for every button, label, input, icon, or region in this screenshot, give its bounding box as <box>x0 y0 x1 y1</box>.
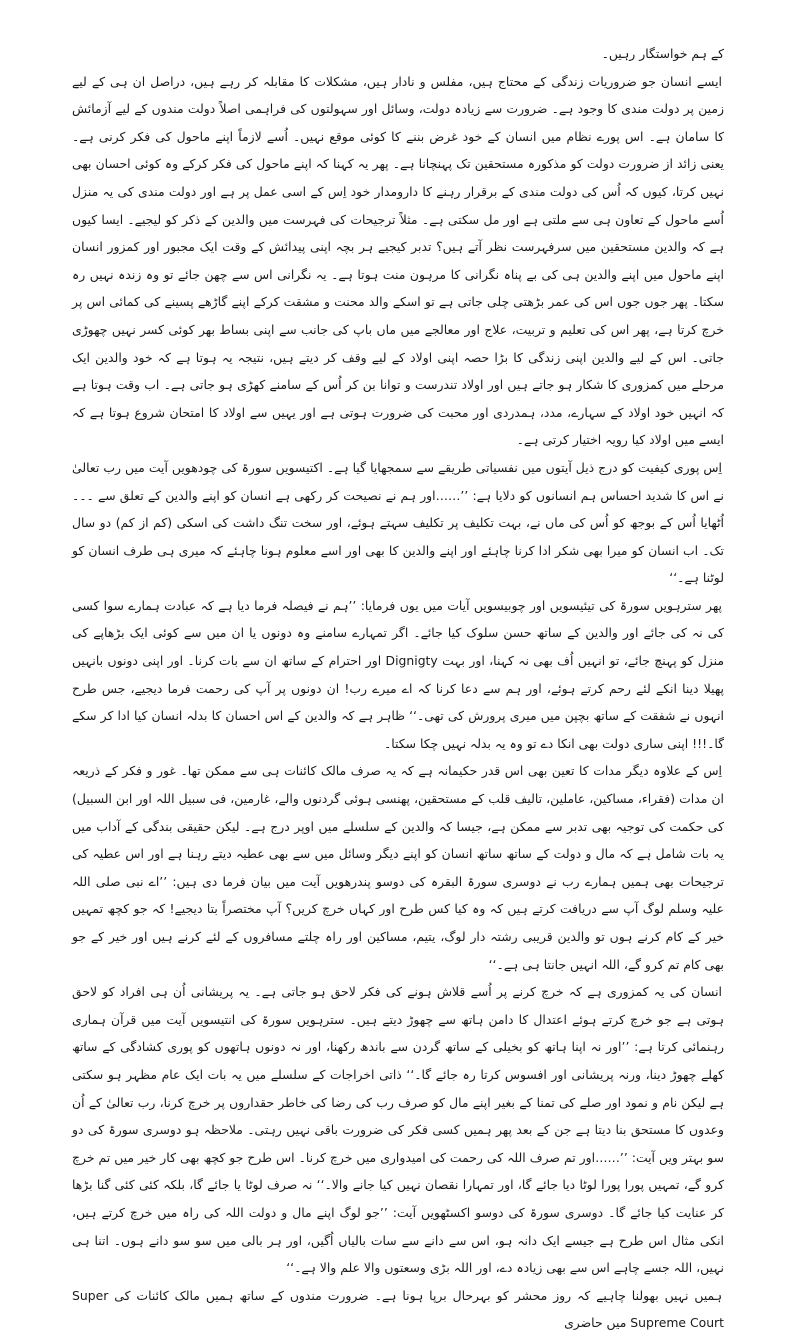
paragraph-other-categories: اِس کے علاوہ دیگر مدات کا تعین بھی اس قدر حکیمانہ ہے کہ یہ صرف مالک کائنات ہی سے ممکن تھا۔ غور و فکر کے ذریعہ ان مدات (فقراء، مساکین، عاملین، تالیف قلب کے مستحقین، پھنسی ہوئی گردنوں والے، غارمین، فی سبیل اللہ اور ابن السبیل) کی حکمت کی توجیہ بھی تدبر سے ممکن ہے، جیسا کہ والدین کے سلسلے میں اوپر درج ہے۔ لیکن حقیقی بندگی کے آداب میں یہ بات شامل ہے کہ مال و دولت کے ساتھ ساتھ انسان کو اپنے دیگر وسائل میں سے بھی عطیہ دیتے رہنا ہے اور اس عطیہ کی ترجیحات بھی ہمیں ہمارے رب نے دوسری سورۃ البقرہ کی دوسو پندرھویں آیت میں بیان فرما دی ہیں: ’’اے نبی صلی اللہ علیہ وسلم لوگ آپ سے دریافت کرتے ہیں کہ وہ کیا کس طرح اور کہاں خرچ کریں؟ آپ مختصراً بتا دیجیے! کہ جو کچھ تمہیں خیر کے کام کرنے ہوں تو والدین قریبی رشتہ دار لوگ، یتیم، مساکین اور راہ چلتے مسافروں کے لئے کرنے ہیں اور خیر کے جو بھی کام تم کرو گے، اللہ انہیں جانتا ہی ہے۔‘‘ <box>72 763 724 972</box>
paragraph-continuation: کے ہم خواستگار رہیں۔ <box>601 46 724 61</box>
paragraph-moderation-spending: انسان کی یہ کمزوری ہے کہ خرچ کرنے پر اُسے قلاش ہونے کی فکر لاحق ہو جاتی ہے۔ یہ پریشانی اُن ہی افراد کو لاحق ہوتی ہے جو خرچ کرتے ہوئے اعتدال کا دامن ہاتھ سے چھوڑ دیتے ہیں۔ سترہویں سورۃ کی انتیسویں آیت میں قرآن ہماری رہنمائی کرتا ہے: ’’اور نہ اپنا ہاتھ کو بخیلی کے ساتھ گردن سے باندھ رکھنا، اور نہ دونوں ہاتھوں کو پوری کشادگی کے ساتھ کھلے چھوڑ دینا، ورنہ پریشانی اور افسوس کرتا رہ جائے گا۔‘‘ ذاتی اخراجات کے سلسلے میں یہ بات ایک عام مظہر ہو سکتی ہے لیکن نام و نمود اور صلے کی تمنا کے بغیر اپنے مال کو صرف رب کی رضا کی خاطر حقداروں پر خرچ کرنا، رب تعالیٰ کے اُن وعدوں کا مستحق بنا دیتا ہے جن کے بعد پھر ہمیں کسی فکر کی ضرورت باقی نہیں رہتی۔ ملاحظہ ہو دوسری سورۃ کی دو سو بہتر ویں آیت: ’’……اور تم صرف اللہ کی رحمت کی امیدواری میں خرچ کرنا۔ اس طرح جو کچھ بھی کار خیر میں تم خرچ کرو گے، تمہیں پورا پورا لوٹا دیا جائے گا، اور تمہارا نقصان نہیں کیا جانے والا۔‘‘ نہ صرف لوٹا یا جائے گا، بلکہ کئی کئی گنا بڑھا کر عنایت کیا جائے گا۔ دوسری سورۃ کی دوسو اکسٹھویں آیت: ’’جو لوگ اپنے مال و دولت اللہ کی راہ میں خرچ کرتے ہیں، انکی مثال اس طرح ہے جیسے ایک دانہ ہو، اس سے دانے سے سات بالیاں اُگیں، اور ہر بالی میں سو سو دانے ہوں۔ اتنا ہی نہیں، اللہ جسے چاہے اس سے بھی زیادہ دے، اور اللہ بڑی وسعتوں والا علم والا ہے۔‘‘ <box>72 984 724 1276</box>
paragraph-surah-isra-verses: پھر سترہویں سورۃ کی تیئیسویں اور چوبیسویں آیات میں یوں فرمایا: ’’ہم نے فیصلہ فرما دیا ہے کہ عبادت ہمارے سوا کسی کی نہ کی جائے اور والدین کے ساتھ حسن سلوک کیا جائے۔ اگر تمہارے سامنے وہ دونوں یا ان میں سے کوئی ایک بڑھاپے کی منزل کو پہنچ جائے، تو انہیں اُف بھی نہ کہنا، اور بہت Dignigty اور احترام کے ساتھ ان سے بات کرنا۔ اور اپنی دونوں بانہیں پھیلا دینا انکے لئے رحم کرتے ہوئے، اور ہم سے دعا کرنا کہ اے میرے رب! ان دونوں پر آپ کی رحمت فرما دیجیے، جس طرح انہوں نے شفقت کے ساتھ بچپن میں میری پرورش کی تھی۔‘‘ ظاہر ہے کہ والدین کے اس احسان کا بدلہ انسان کیا ادا کر سکے گا۔!!! اپنی ساری دولت بھی انکا دے تو وہ یہ بدلہ نہیں چکا سکتا۔ <box>72 597 724 751</box>
paragraph-surah-luqman-verse: اِس پوری کیفیت کو درج ذیل آیتوں میں نفسیاتی طریقے سے سمجھایا گیا ہے۔ اکتیسویں سورۃ کی چودھویں آیت میں رب تعالیٰ نے اس کا شدید احساس ہم انسانوں کو دلایا ہے: ’’……اور ہم نے نصیحت کر رکھی ہے انسان کو اپنے والدین کے تعلق سے ۔۔۔ اُٹھایا اُس کے بوجھ کو اُس کی ماں نے، بہت تکلیف پر تکلیف سہتے ہوئے، اور سخت تنگ داشت کی اسکی (کم از کم) دو سال تک۔ اب انسان کو میرا بھی شکر ادا کرنا چاہئے اور اپنے والدین کا بھی اور اسے معلوم ہونا چاہئے کہ میری ہی طرف انسان کو لوٹنا ہے۔‘‘ <box>72 459 724 586</box>
paragraph-needy-people: ایسے انسان جو ضروریات زندگی کے محتاج ہیں، مفلس و نادار ہیں، مشکلات کا مقابلہ کر رہے ہیں، دراصل ان ہی کے لیے زمین پر دولت مندی کا وجود ہے۔ ضرورت سے زیادہ دولت، وسائل اور سہولتوں کی فراہمی اصلاً دولت مندوں کے لیے آزمائش کا سامان ہے۔ اس پورے نظام میں انسان کے خود غرض بننے کا کوئی موقع نہیں۔ اُسے لازماً اپنے ماحول کی فکر کرنی ہے۔ یعنی زائد از ضرورت دولت کو مذکورہ مستحقین تک پہنچانا ہے۔ پھر یہ کہنا کہ اپنے ماحول کی فکر کرکے وہ کوئی احسان بھی نہیں کرتا، کیوں کہ اُس کی دولت مندی کے برقرار رہنے کا دارومدار خود اِس کے اسی عمل پر ہے اور دولت مندی کی یہ منزل اُسے ماحول کے تعاون ہی سے ملتی ہے اور مل سکتی ہے۔ مثلاً ترجیحات کی فہرست میں والدین کے ذکر کو لیجیے۔ ایسا کیوں ہے کہ والدین مستحقین میں سرفہرست نظر آتے ہیں؟ تدبر کیجیے ہر بچہ اپنی پیدائش کے وقت ایک مجبور اور کمزور انسان اپنے ماحول میں اپنے والدین ہی کی بے پناہ نگرانی کا مرہون منت ہوتا ہے۔ یہ نگرانی اس سے چھن جائے تو وہ زندہ نہیں رہ سکتا۔ پھر جوں جوں اس کی عمر بڑھتی چلی جاتی ہے تو اسکے والد محنت و مشقت کرکے اپنے گاڑھے پسینے کی کمائی اس پر خرچ کرتا ہے، پھر اس کی تعلیم و تربیت، علاج اور معالجے میں ماں باپ کی جانب سے اپنی بساط بھر کوئی کسر نہیں چھوڑی جاتی۔ اس کے لیے والدین اپنی زندگی کا بڑا حصہ اپنی اولاد کے لیے وقف کر دیتے ہیں، نتیجہ یہ ہوتا ہے کہ خود والدین ایک مرحلے میں کمزوری کا شکار ہو جاتے ہیں اور اولاد تندرست و توانا بن کر اُس کے سامنے کھڑی ہو جاتی ہے۔ اب وقت ہوتا ہے کہ انہیں خود اولاد کے سہارے، مدد، ہمدردی اور محبت کی ضرورت ہوتی ہے اور یہیں سے اولاد کا امتحان شروع ہوتا ہے کہ ایسے میں اولاد کیا رویہ اختیار کرتی ہے۔ <box>72 73 724 448</box>
document-page <box>72 40 724 1331</box>
paragraph-day-of-judgement: ہمیں نہیں بھولنا چاہیے کہ روز محشر کو بہرحال برپا ہونا ہے۔ ضرورت مندوں کے ساتھ ہمیں مالک کائنات کی Super Supreme Court میں حاضری <box>72 1287 724 1331</box>
